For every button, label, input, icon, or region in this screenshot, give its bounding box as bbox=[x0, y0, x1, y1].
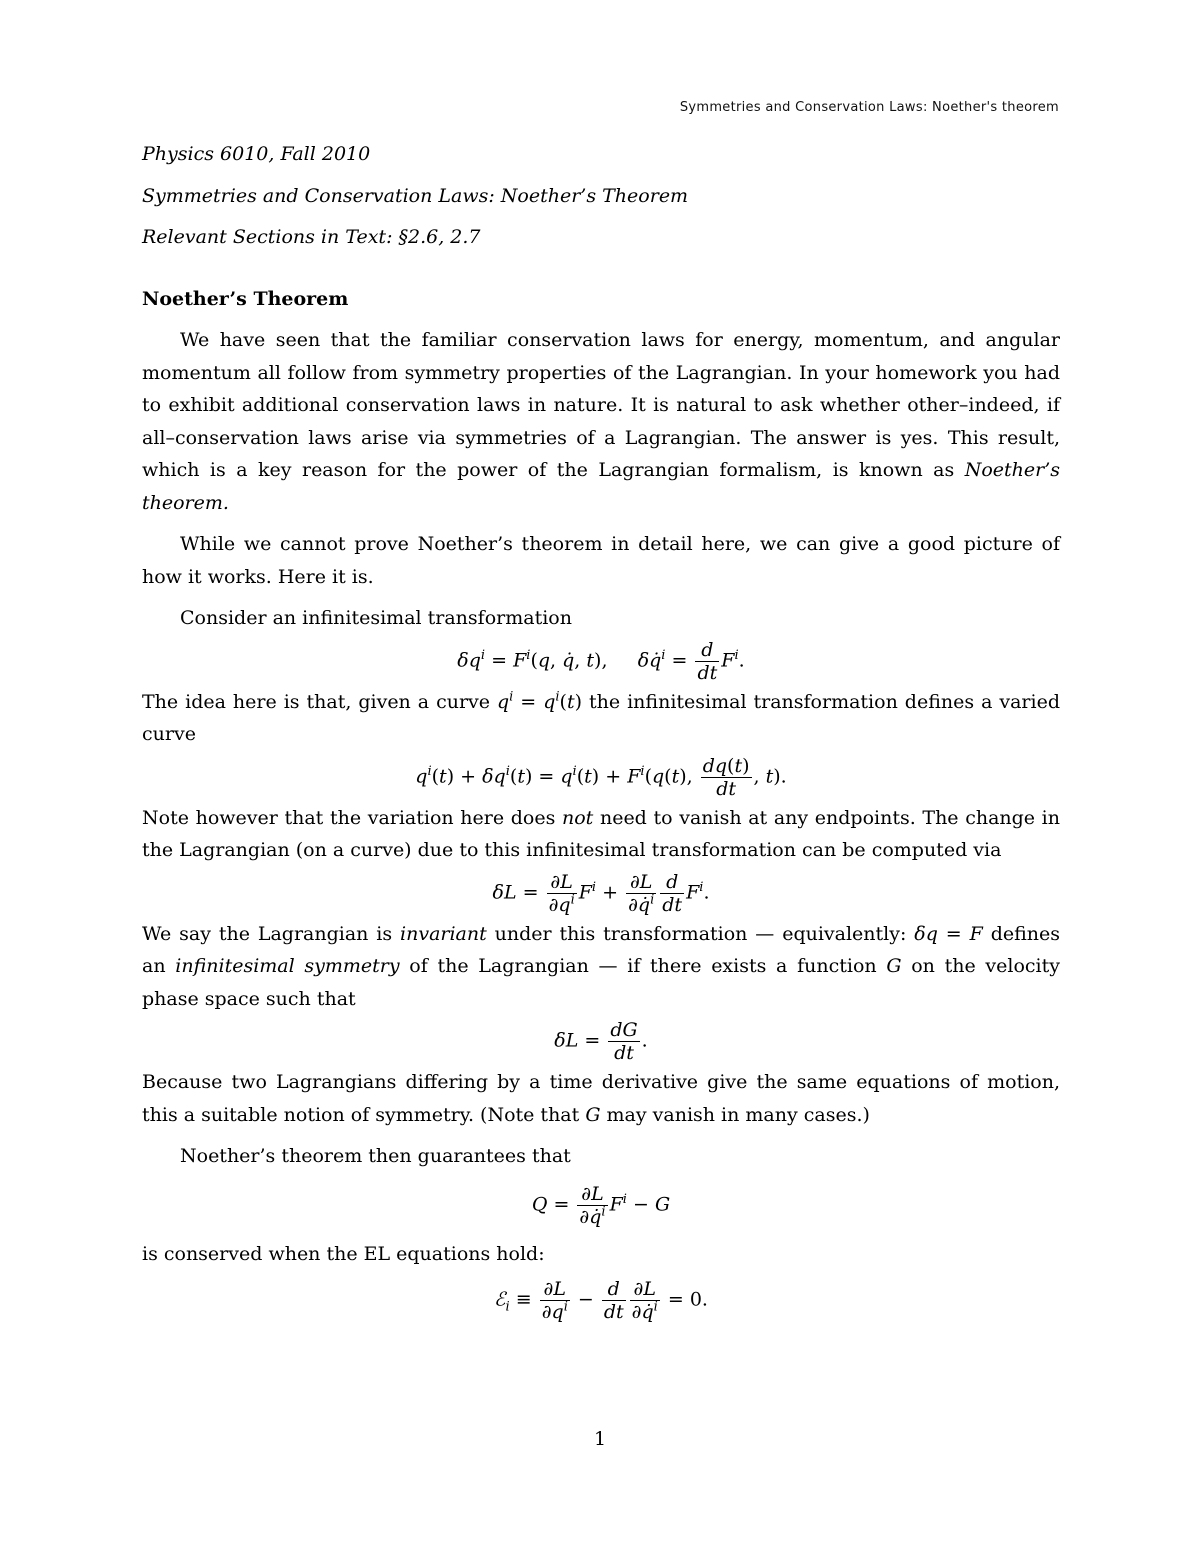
equation-varied-curve: $q^i(t) + \delta q^i(t) = q^i(t) + F^i(q(t)$, $\frac{dq(t)}{dt}$ , t). bbox=[415, 754, 787, 800]
sections-line: Relevant Sections in Text: §2.6, 2.7 bbox=[142, 226, 481, 248]
paragraph-intro-text: We have seen that the familiar conservation laws for energy, momentum, and angular momentum all follow from symmetry properties of the Lagrangian. In your homework you had to exhibit additional conservation laws in nature. It is natural to ask whether other–indeed, if all–conservation laws arise via symmetries of a Lagrangian. The answer is yes. This result, which is a key reason for the power of the Lagrangian formalism, is known as bbox=[142, 329, 1060, 481]
equation-euler-lagrange: ℰ$_i$ ≡ $\frac{\partial L}{\partial q^i}$ − $\frac{d}{dt}$ $\frac{\partial L}{\partial q̇^i}$ = 0. bbox=[494, 1278, 708, 1323]
paragraph-overview: While we cannot prove Noether’s theorem in detail here, we can give a good picture of how it works. Here it is. bbox=[142, 533, 1060, 588]
equation-conserved-q: Q = $\frac{\partial L}{\partial q̇^i}$ $F^i - G$ bbox=[531, 1182, 671, 1228]
section-heading: Noether’s Theorem bbox=[142, 287, 349, 310]
topic-line: Symmetries and Conservation Laws: Noether’s Theorem bbox=[142, 184, 689, 207]
paragraph-intro bbox=[142, 324, 1060, 519]
paragraph-el-equations: is conserved when the EL equations hold: bbox=[142, 1242, 545, 1265]
paragraph-symmetry-notion: Because two Lagrangians differing by a time derivative give the same equations of motion, this a suitable notion of symmetry. (Note that G may vanish in many cases.) bbox=[142, 1071, 1060, 1126]
paragraph-endpoints: Note however that the variation here does not need to vanish at any endpoints. The change in the Lagrangian (on a curve) due to this infinitesimal transformation can be computed via bbox=[142, 806, 1060, 861]
equation-transformation: $\delta q^i = F^i(q$, q̇, t), δq̇$^i$ = $\frac{d}{dt}$ $F^i$. bbox=[457, 638, 745, 684]
running-header: Symmetries and Conservation Laws: Noether's theorem bbox=[679, 100, 1059, 115]
equation-dg-dt: δL = $\frac{dG}{dt}$ . bbox=[554, 1019, 648, 1064]
paragraph-invariance: We say the Lagrangian is invariant under this transformation — equivalently: δq = F defines an infinitesimal symmetry of the Lagrangian — if there exists a function G on the velocity phase space such that bbox=[142, 922, 1061, 1010]
page-content bbox=[142, 138, 1060, 1325]
page-number: 1 bbox=[593, 1428, 607, 1450]
noether-theorem-emphasis: Noether’s theorem. bbox=[142, 459, 1060, 514]
course-line: Physics 6010, Fall 2010 bbox=[142, 143, 371, 165]
equation-delta-l: δL = $\frac{\partial L}{\partial q^i}$ $F^i$ + $\frac{\partial L}{\partial q̇^i}$ $\frac{d}{dt}$ $F^i$. bbox=[492, 870, 710, 916]
paragraph-transformation: Consider an infinitesimal transformation bbox=[180, 607, 572, 629]
paragraph-curve: The idea here is that, given a curve $q^i = q^i(t)$ the infinitesimal transformation defines a varied curve bbox=[142, 689, 1060, 745]
paragraph-guarantee: Noether’s theorem then guarantees that bbox=[180, 1145, 571, 1167]
